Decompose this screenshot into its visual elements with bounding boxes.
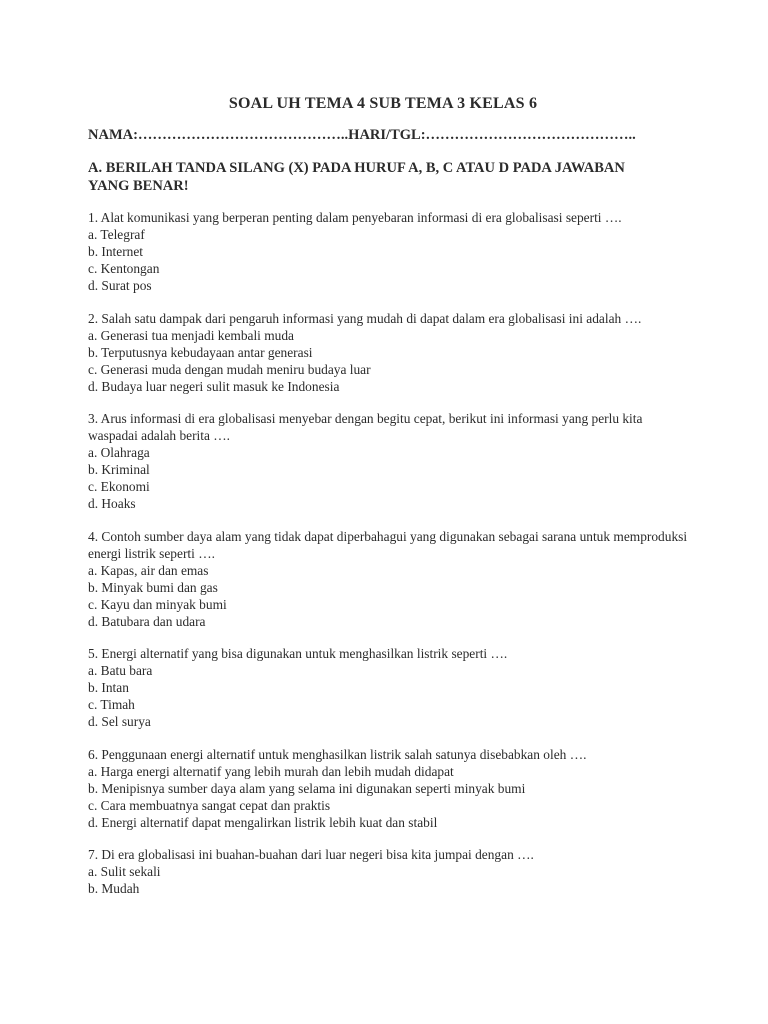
answer-option: b. Kriminal	[88, 462, 150, 477]
answer-option: d. Surat pos	[88, 278, 152, 293]
answer-option: c. Timah	[88, 697, 135, 712]
answer-option: c. Kentongan	[88, 261, 160, 276]
question-1	[88, 209, 688, 294]
question-text: 4. Contoh sumber daya alam yang tidak dapat diperbahagui yang digunakan sebagai sarana untuk memproduksi energi listrik seperti ….	[88, 528, 688, 561]
answer-option: b. Mudah	[88, 881, 140, 896]
question-text: 3. Arus informasi di era globalisasi menyebar dengan begitu cepat, berikut ini informasi yang perlu kita waspadai adalah berita ….	[88, 411, 643, 443]
answer-option: a. Sulit sekali	[88, 864, 161, 879]
question-list	[88, 209, 688, 913]
answer-option: b. Menipisnya sumber daya alam yang selama ini digunakan seperti minyak bumi	[88, 780, 526, 796]
answer-option: d. Batubara dan udara	[88, 613, 206, 629]
answer-option: d. Budaya luar negeri sulit masuk ke Indonesia	[88, 378, 340, 394]
question-3	[88, 410, 688, 512]
question-6	[88, 746, 688, 831]
answer-option: a. Generasi tua menjadi kembali muda	[88, 327, 294, 343]
answer-option: a. Batu bara	[88, 663, 153, 678]
question-text: 7. Di era globalisasi ini buahan-buahan dari luar negeri bisa kita jumpai dengan ….	[88, 847, 534, 862]
answer-option: a. Telegraf	[88, 227, 145, 242]
answer-option: d. Hoaks	[88, 496, 136, 511]
answer-option: b. Intan	[88, 680, 129, 695]
answer-option: a. Kapas, air dan emas	[88, 562, 209, 578]
answer-option: a. Olahraga	[88, 445, 150, 460]
answer-option: b. Minyak bumi dan gas	[88, 579, 218, 595]
question-text: 5. Energi alternatif yang bisa digunakan untuk menghasilkan listrik seperti ….	[88, 646, 508, 661]
question-5	[88, 645, 688, 730]
answer-option: c. Generasi muda dengan mudah meniru budaya luar	[88, 361, 371, 377]
document-title: SOAL UH TEMA 4 SUB TEMA 3 KELAS 6	[228, 95, 538, 112]
question-text: 2. Salah satu dampak dari pengaruh informasi yang mudah di dapat dalam era globalisasi ini adalah ….	[88, 310, 642, 326]
identity-line: NAMA:……………………………………..HARI/TGL:……………………………………..	[88, 127, 636, 143]
answer-option: b. Terputusnya kebudayaan antar generasi	[88, 344, 313, 360]
answer-option: c. Kayu dan minyak bumi	[88, 596, 227, 612]
answer-option: d. Sel surya	[88, 714, 151, 729]
answer-option: b. Internet	[88, 244, 144, 259]
answer-option: a. Harga energi alternatif yang lebih murah dan lebih mudah didapat	[88, 763, 454, 779]
question-text: 6. Penggunaan energi alternatif untuk menghasilkan listrik salah satunya disebabkan oleh ….	[88, 746, 587, 762]
question-4	[88, 528, 688, 630]
answer-option: c. Cara membuatnya sangat cepat dan praktis	[88, 797, 331, 813]
question-text: 1. Alat komunikasi yang berperan penting dalam penyebaran informasi di era globalisasi seperti ….	[88, 210, 622, 225]
instruction-heading: A. BERILAH TANDA SILANG (X) PADA HURUF A, B, C ATAU D PADA JAWABAN YANG BENAR!	[88, 160, 625, 194]
question-2	[88, 310, 688, 395]
question-7	[88, 846, 688, 897]
answer-option: c. Ekonomi	[88, 479, 150, 494]
answer-option: d. Energi alternatif dapat mengalirkan listrik lebih kuat dan stabil	[88, 814, 438, 830]
